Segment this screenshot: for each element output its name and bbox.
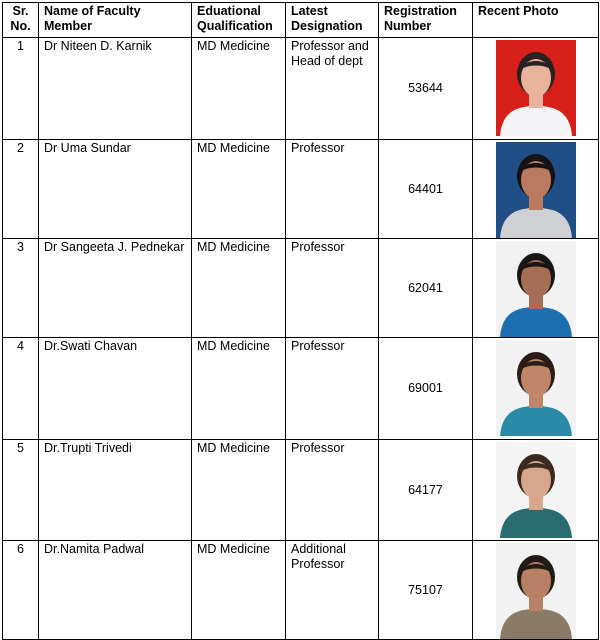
- designation-cell: Professor: [286, 440, 379, 541]
- table-row: [3, 541, 599, 640]
- registration-cell: 75107: [379, 541, 473, 640]
- table-row: [3, 239, 599, 338]
- registration-cell: 64177: [379, 440, 473, 541]
- registration-cell: 69001: [379, 338, 473, 440]
- header-registration: Registration Number: [379, 3, 473, 38]
- qualification-cell: MD Medicine: [192, 541, 286, 640]
- designation-cell: Professor and Head of dept: [286, 38, 379, 140]
- sr-cell: 5: [3, 440, 39, 541]
- faculty-photo: [496, 340, 576, 436]
- photo-cell: [473, 541, 599, 640]
- sr-cell: 3: [3, 239, 39, 338]
- sr-cell: 2: [3, 140, 39, 239]
- qualification-cell: MD Medicine: [192, 239, 286, 338]
- registration-cell: 62041: [379, 239, 473, 338]
- faculty-table: [2, 2, 599, 640]
- photo-cell: [473, 239, 599, 338]
- faculty-photo: [496, 442, 576, 538]
- name-cell: Dr.Swati Chavan: [39, 338, 192, 440]
- table-row: [3, 338, 599, 440]
- sr-cell: 1: [3, 38, 39, 140]
- header-qualification: Eduational Qualification: [192, 3, 286, 38]
- table-row: [3, 440, 599, 541]
- photo-cell: [473, 440, 599, 541]
- designation-cell: Professor: [286, 239, 379, 338]
- faculty-photo: [496, 241, 576, 337]
- designation-cell: Professor: [286, 140, 379, 239]
- name-cell: Dr.Trupti Trivedi: [39, 440, 192, 541]
- header-name: Name of Faculty Member: [39, 3, 192, 38]
- table-row: [3, 38, 599, 140]
- faculty-photo: [496, 142, 576, 238]
- designation-cell: Professor: [286, 338, 379, 440]
- faculty-photo: [496, 40, 576, 136]
- faculty-photo: [496, 543, 576, 639]
- header-designation: Latest Designation: [286, 3, 379, 38]
- header-photo: Recent Photo: [473, 3, 599, 38]
- name-cell: Dr Niteen D. Karnik: [39, 38, 192, 140]
- photo-cell: [473, 38, 599, 140]
- qualification-cell: MD Medicine: [192, 440, 286, 541]
- name-cell: Dr Sangeeta J. Pednekar: [39, 239, 192, 338]
- qualification-cell: MD Medicine: [192, 38, 286, 140]
- name-cell: Dr Uma Sundar: [39, 140, 192, 239]
- designation-cell: Additional Professor: [286, 541, 379, 640]
- photo-cell: [473, 140, 599, 239]
- header-row: [3, 3, 599, 38]
- registration-cell: 53644: [379, 38, 473, 140]
- qualification-cell: MD Medicine: [192, 338, 286, 440]
- qualification-cell: MD Medicine: [192, 140, 286, 239]
- sr-cell: 4: [3, 338, 39, 440]
- header-sr-no: Sr. No.: [3, 3, 39, 38]
- name-cell: Dr.Namita Padwal: [39, 541, 192, 640]
- sr-cell: 6: [3, 541, 39, 640]
- photo-cell: [473, 338, 599, 440]
- table-row: [3, 140, 599, 239]
- registration-cell: 64401: [379, 140, 473, 239]
